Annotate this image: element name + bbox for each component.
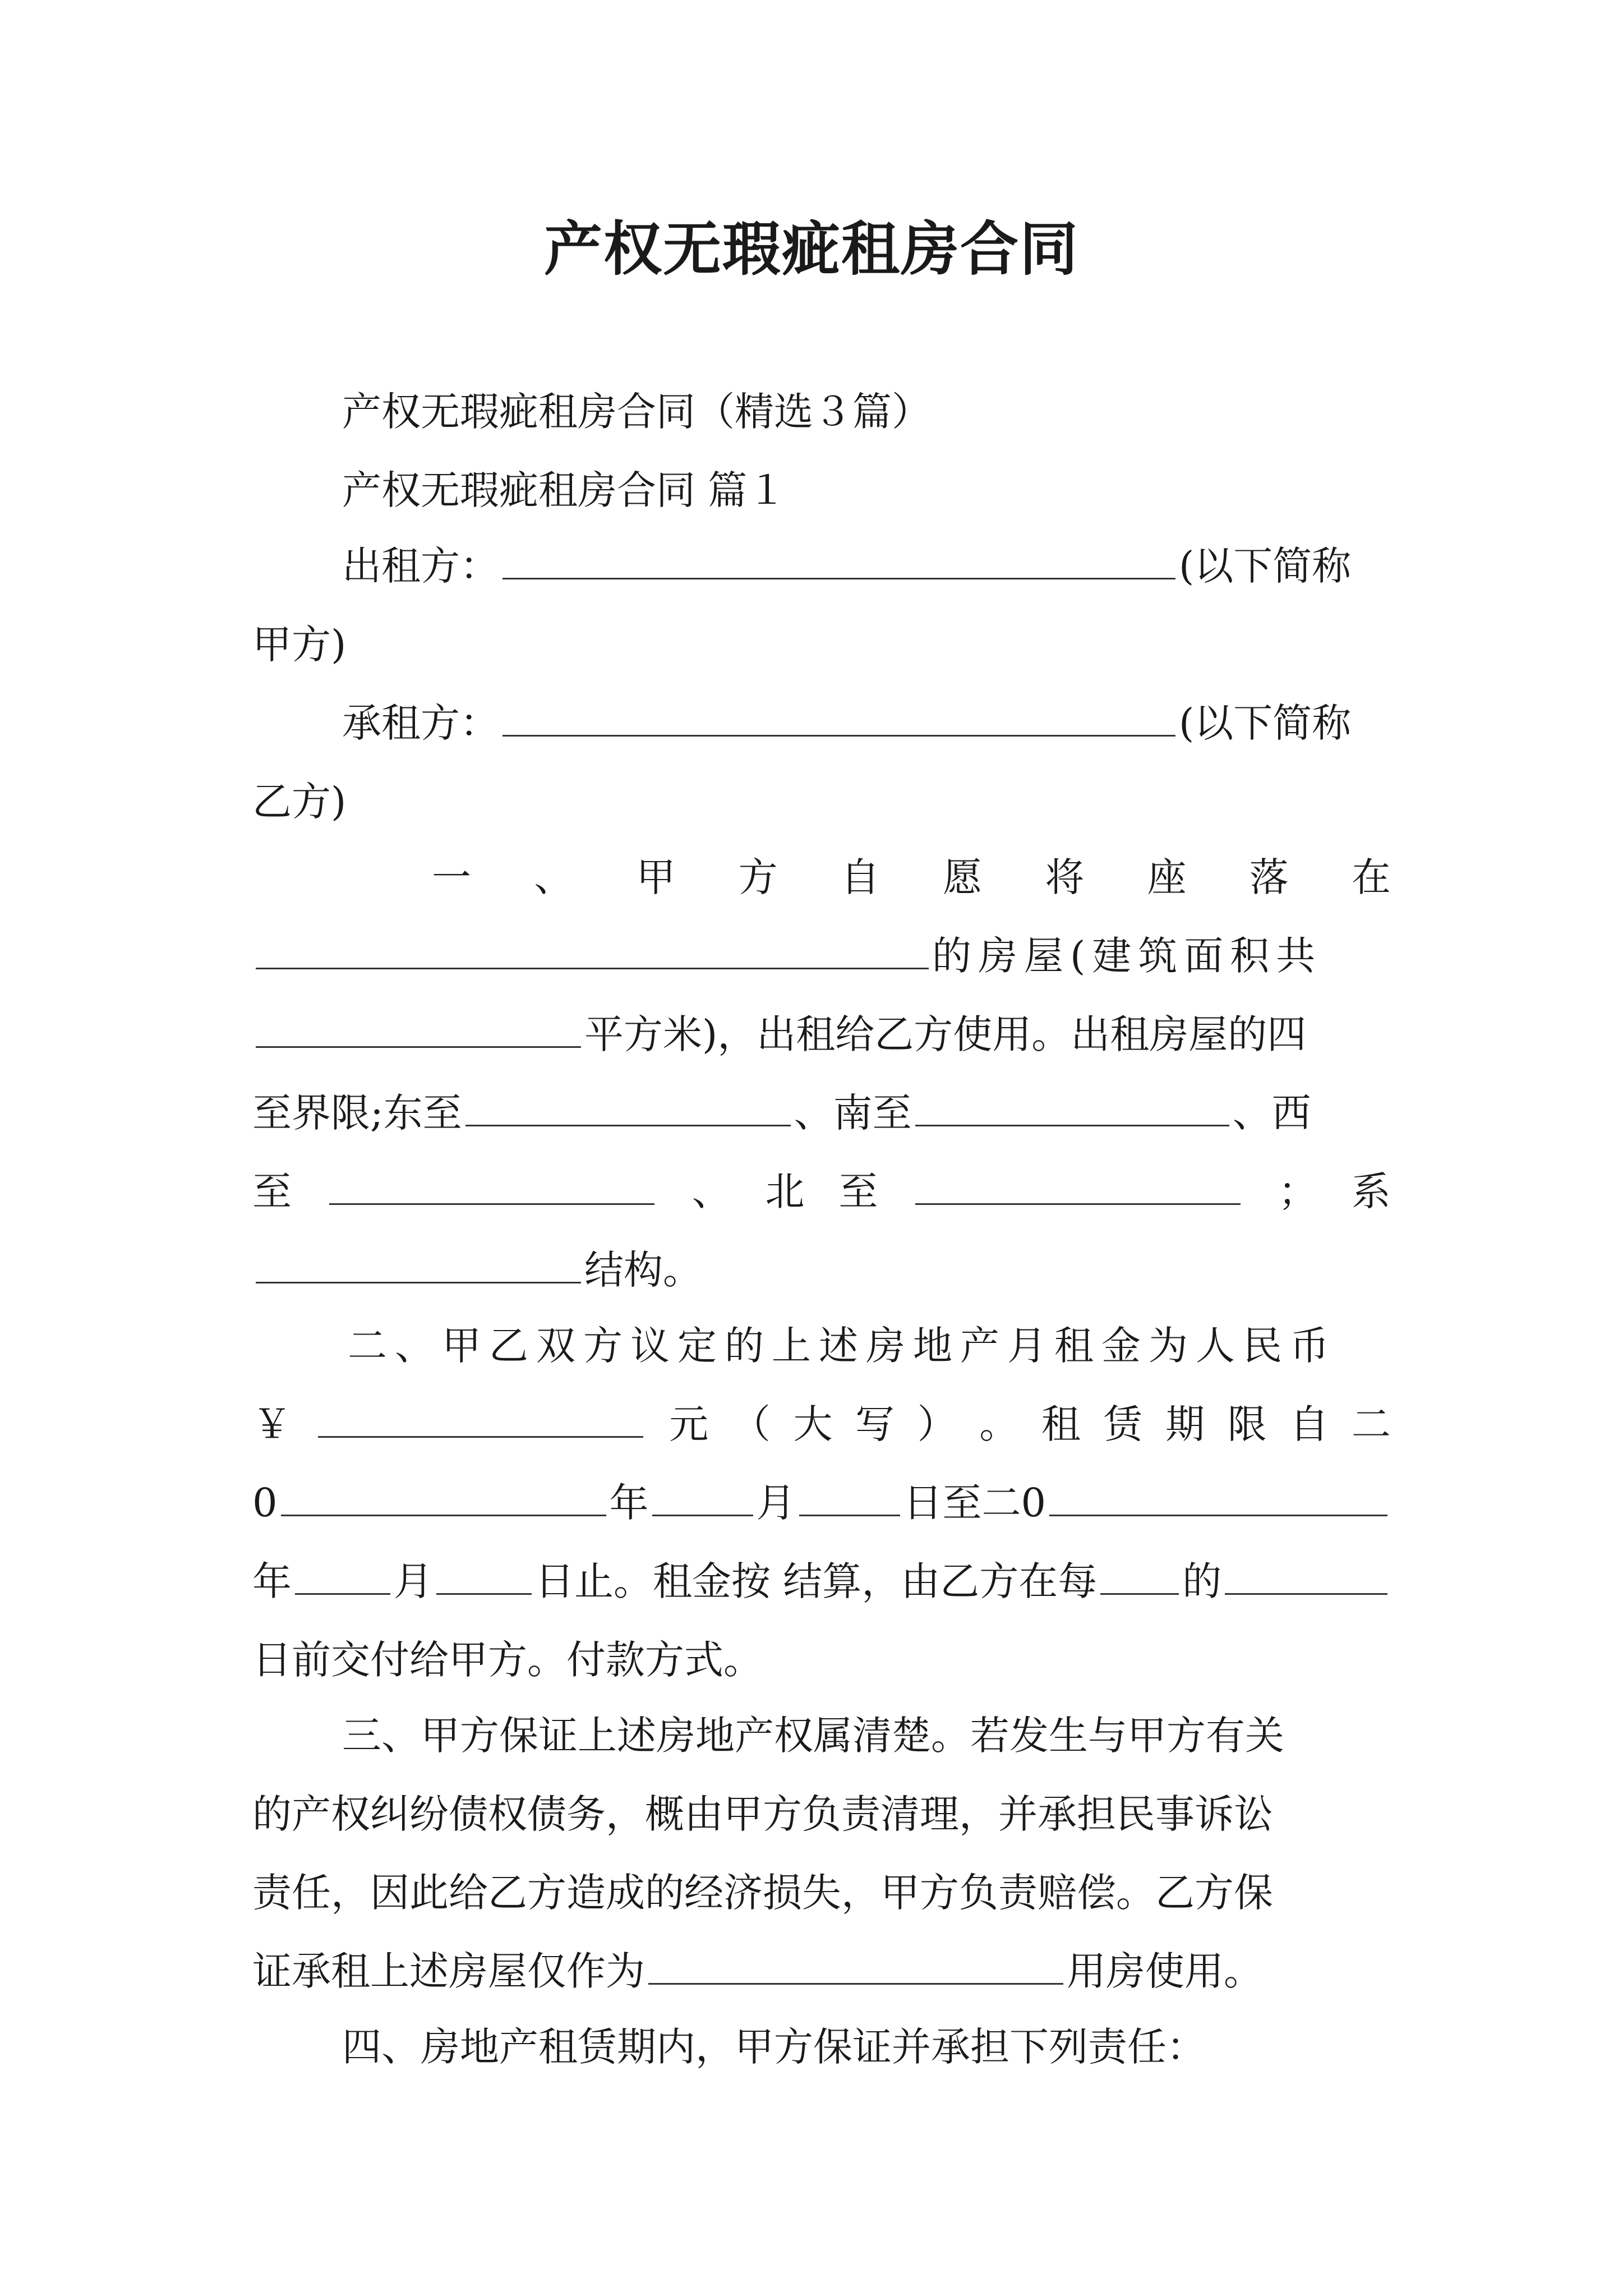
clause3-line4 [252,1947,1391,1996]
clause1-line4 [252,1088,1391,1138]
west-blank [329,1170,654,1205]
clause4-text: 四、房地产租赁期内，甲方保证并承担下列责任： [342,2024,1206,2070]
clause3-text: 的产权纠纷债权债务，概由甲方负责清理，并承担民事诉讼 [252,1791,1273,1837]
clause2-line4 [252,1557,1391,1606]
clause1-char: 、 [534,854,574,900]
subtitle-line [252,387,1481,436]
subtitle: 产权无瑕疵租房合同（精选３篇） [342,389,931,435]
clause2-char: 赁 [1103,1401,1143,1447]
lessee-short-line [252,777,1391,826]
start-year-blank [281,1481,606,1516]
document-title: 产权无瑕疵租房合同 [543,214,1079,283]
clause2-char: ） [917,1401,957,1447]
clause2-text: 二、甲乙双方议定的上述房地产月租金为人民币 [348,1323,1337,1369]
clause1-text: ； [1278,1168,1318,1214]
area-blank [256,1013,581,1048]
structure-blank [256,1248,581,1283]
end-year-blank [1049,1481,1387,1516]
end-month-blank [295,1559,390,1595]
clause2-char: 写 [855,1401,895,1447]
clause2-line1 [252,1321,1391,1370]
clause2-line3 [252,1478,1391,1527]
clause1-line1 [252,853,1391,902]
clause2-char: 。 [979,1401,1019,1447]
section-heading-line [252,466,1481,515]
lessee-short: 乙方) [252,779,347,825]
clause3-text: 责任，因此给乙方造成的经济损失，甲方负责赔偿。乙方保 [252,1870,1273,1916]
clause3-line2 [252,1789,1391,1839]
clause1-text: 至界限;东至 [252,1090,462,1136]
clause2-text: 年 [609,1480,649,1526]
clause1-text: 平方米)，出租给乙方使用。出租房屋的四 [584,1011,1307,1057]
clause2-char: （ [731,1401,771,1447]
clause1-text: 系 [1351,1168,1391,1214]
south-blank [915,1091,1229,1126]
clause1-char: 将 [1045,854,1085,900]
east-blank [465,1091,791,1126]
clause1-char: 一 [432,854,471,900]
lessee-suffix: (以下简称 [1179,700,1352,746]
clause3-line3 [252,1868,1391,1917]
clause1-char: 方 [738,854,778,900]
currency-symbol: ￥ [252,1401,292,1447]
clause1-line6 [252,1245,1391,1295]
clause2-char: 二 [1351,1401,1391,1447]
lessor-short-line [252,620,1391,669]
clause2-text: 月 [756,1480,796,1526]
start-day-blank [799,1481,900,1516]
use-purpose-blank [648,1949,1063,1985]
clause1-char: 自 [840,854,880,900]
clause1-char: 在 [1351,854,1391,900]
clause2-text: 日前交付给甲方。付款方式。 [252,1637,763,1683]
clause1-text: 北 [765,1168,805,1214]
clause2-text: 日至二0 [903,1480,1046,1526]
clause3-text: 证承租上述房屋仅作为 [252,1948,645,1994]
clause2-char: 期 [1165,1401,1205,1447]
pay-period-blank [1100,1559,1179,1595]
clause4-line1 [252,2022,1481,2072]
north-blank [915,1170,1241,1205]
clause1-char: 座 [1147,854,1187,900]
clause1-text: 的房屋(建筑面积共 [932,933,1322,979]
location-blank [256,934,929,969]
clause1-text: 、南至 [794,1090,912,1136]
clause2-text: 的 [1182,1558,1222,1604]
clause2-char: 限 [1227,1401,1267,1447]
clause1-text: 结构。 [584,1247,702,1293]
clause2-char: 元 [669,1401,709,1447]
clause1-line3 [252,1010,1391,1059]
clause2-text: 0 [252,1480,278,1526]
lessee-line [252,698,1481,748]
lessee-label: 承租方： [342,700,499,746]
clause1-text: 至 [838,1168,878,1214]
clause3-text: 三、甲方保证上述房地产权属清楚。若发生与甲方有关 [342,1713,1284,1759]
lessor-line [252,541,1481,591]
clause2-char: 自 [1289,1401,1329,1447]
clause1-line5 [252,1167,1391,1216]
clause2-char: 大 [793,1401,833,1447]
pay-day-blank [1225,1559,1387,1595]
clause2-text: 月 [394,1558,433,1604]
clause3-line1 [252,1711,1481,1760]
clause1-char: 愿 [943,854,983,900]
lessor-label: 出租方： [342,543,499,589]
clause1-text: 、 [691,1168,731,1214]
lessee-blank [502,701,1175,737]
clause2-text: 日止。租金按 结算，由乙方在每 [535,1558,1098,1604]
clause1-char: 落 [1249,854,1289,900]
start-month-blank [652,1481,753,1516]
clause2-line2 [252,1400,1391,1449]
clause1-char: 甲 [636,854,676,900]
clause1-text: 、西 [1232,1090,1311,1136]
end-day-blank [436,1559,532,1595]
clause3-text: 用房使用。 [1067,1948,1263,1994]
section-heading: 产权无瑕疵租房合同 篇１ [342,467,787,513]
rent-blank [318,1402,643,1438]
clause1-text: 至 [252,1168,292,1214]
clause2-line5 [252,1635,1391,1685]
lessor-suffix: (以下简称 [1179,543,1352,589]
clause2-text: 年 [252,1558,292,1604]
clause2-char: 租 [1041,1401,1081,1447]
lessor-blank [502,544,1175,579]
clause1-line2 [252,931,1391,981]
lessor-short: 甲方) [252,622,347,668]
